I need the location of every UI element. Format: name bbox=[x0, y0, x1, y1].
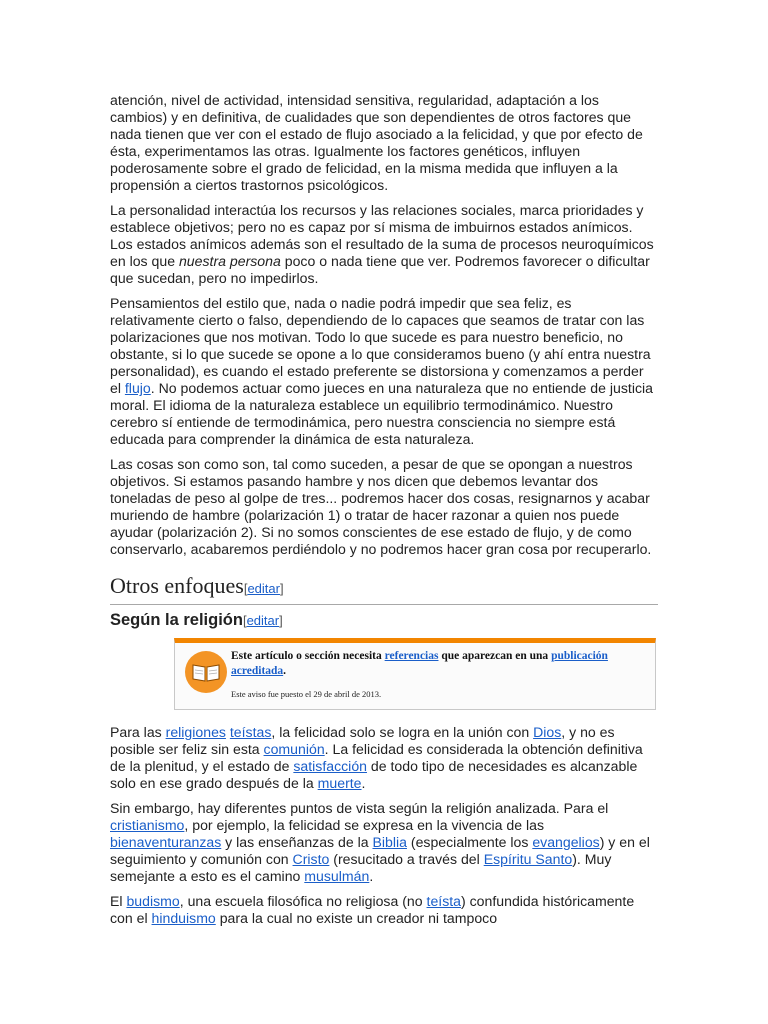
book-icon bbox=[185, 651, 227, 693]
link-religiones[interactable]: religiones bbox=[165, 724, 226, 740]
edit-link-otros-enfoques[interactable]: editar bbox=[247, 581, 280, 596]
link-referencias[interactable]: referencias bbox=[384, 650, 439, 662]
notice-date: Este aviso fue puesto el 29 de abril de 2013. bbox=[231, 689, 382, 699]
paragraph-buddhism: El budismo, una escuela filosófica no religiosa (no teísta) confundida históricamente con el hinduismo para la cual no existe un creador ni tampoco bbox=[110, 893, 635, 926]
edit-subsection-link-wrapper: [editar] bbox=[242, 613, 283, 628]
link-dios[interactable]: Dios bbox=[533, 724, 562, 740]
link-hinduismo[interactable]: hinduismo bbox=[151, 910, 216, 926]
link-satisfaccion[interactable]: satisfacción bbox=[293, 758, 367, 774]
link-flujo[interactable]: flujo bbox=[124, 380, 151, 396]
link-biblia[interactable]: Biblia bbox=[372, 834, 407, 850]
link-musulman[interactable]: musulmán bbox=[304, 868, 370, 884]
paragraph-thoughts: Pensamientos del estilo que, nada o nadie podrá impedir que sea feliz, es relativamente cierto o falso, dependiendo de lo capaces que seamos de tratar con las polarizaciones que nos motivan. Todo lo que sucede es para nuestro beneficio, no obstante, si lo que sucede se opone a lo que consideramos bueno (y ahí entra nuestra personalidad), es cuando el estado preferente se distorsiona y comenzamos a perder el flujo. No podemos actuar como jueces en una naturaleza que no entiende de justicia moral. El idioma de la naturaleza establece un equilibrio termodinámico. Nuestro cerebro sí entiende de termodinámica, pero nuestra consciencia no siempre está educada para comprender la dinámica de esta naturaleza. bbox=[110, 295, 653, 447]
section-heading-otros-enfoques: Otros enfoques[editar] bbox=[110, 573, 658, 605]
subsection-heading-religion: Según la religión[editar] bbox=[110, 611, 283, 629]
link-bienaventuranzas[interactable]: bienaventuranzas bbox=[110, 834, 222, 850]
link-budismo[interactable]: budismo bbox=[126, 893, 180, 909]
paragraph-christianity: Sin embargo, hay diferentes puntos de vista según la religión analizada. Para el cristianismo, por ejemplo, la felicidad se expresa en la vivencia de las bienaventuranzas y las enseñanzas de la Biblia (especialmente los evangelios) y en el seguimiento y comunión con Cristo (resucitado a través del Espíritu Santo). Muy semejante a esto es el camino musulmán. bbox=[110, 800, 650, 884]
link-cristo[interactable]: Cristo bbox=[292, 851, 330, 867]
link-teista[interactable]: teísta bbox=[426, 893, 462, 909]
edit-section-link-wrapper: [editar] bbox=[243, 581, 284, 596]
link-muerte[interactable]: muerte bbox=[317, 775, 362, 791]
paragraph-temperament: atención, nivel de actividad, intensidad sensitiva, regularidad, adaptación a los cambios) y en definitiva, de cualidades que son dependientes de otros factores que nada tienen que ver con el estado de flujo asociado a la felicidad, y que por efecto de ésta, experimentamos las otras. Igualmente los factores genéticos, influyen poderosamente sobre el grado de felicidad, en la misma medida que influyen a la propensión a ciertos trastornos psicológicos. bbox=[110, 92, 643, 193]
link-teistas[interactable]: teístas bbox=[229, 724, 272, 740]
paragraph-things-as-they-are: Las cosas son como son, tal como suceden, a pesar de que se opongan a nuestros objetivos. Si estamos pasando hambre y nos dicen que debemos levantar dos toneladas de peso al golpe de tres... podremos hacer dos cosas, resignarnos y acabar muriendo de hambre (polarización 1) o tratar de hacer razonar a quien nos puede ayudar (polarización 2). Si no somos conscientes de ese estado de flujo, y de como conservarlo, acabaremos perdiéndolo y no podremos hacer gran cosa por recuperarlo. bbox=[110, 456, 652, 557]
link-cristianismo[interactable]: cristianismo bbox=[110, 817, 185, 833]
references-notice-box bbox=[174, 638, 656, 710]
paragraph-personality: La personalidad interactúa los recursos y las relaciones sociales, marca prioridades y establece objetivos; pero no es capaz por sí misma de imbuirnos estados anímicos. Los estados anímicos además son el resultado de la suma de procesos neuroquímicos en los que nuestra persona poco o nada tiene que ver. Podremos favorecer o dificultar que sucedan, pero no impedirlos. bbox=[110, 202, 654, 286]
link-espiritu-santo[interactable]: Espíritu Santo bbox=[483, 851, 573, 867]
link-evangelios[interactable]: evangelios bbox=[532, 834, 600, 850]
paragraph-religions: Para las religiones teístas, la felicidad solo se logra en la unión con Dios, y no es posible ser feliz sin esta comunión. La felicidad es considerada la obtención definitiva de la plenitud, y el estado de satisfacción de todo tipo de necesidades es alcanzable solo en ese grado después de la muerte. bbox=[110, 724, 643, 791]
article-content bbox=[110, 92, 658, 935]
notice-message: Este artículo o sección necesita referencias que aparezcan en una publicación acreditada. bbox=[231, 650, 608, 677]
edit-link-religion[interactable]: editar bbox=[246, 613, 280, 628]
link-publicacion-acreditada[interactable]: publicación acreditada bbox=[231, 650, 608, 677]
link-comunion[interactable]: comunión bbox=[263, 741, 325, 757]
